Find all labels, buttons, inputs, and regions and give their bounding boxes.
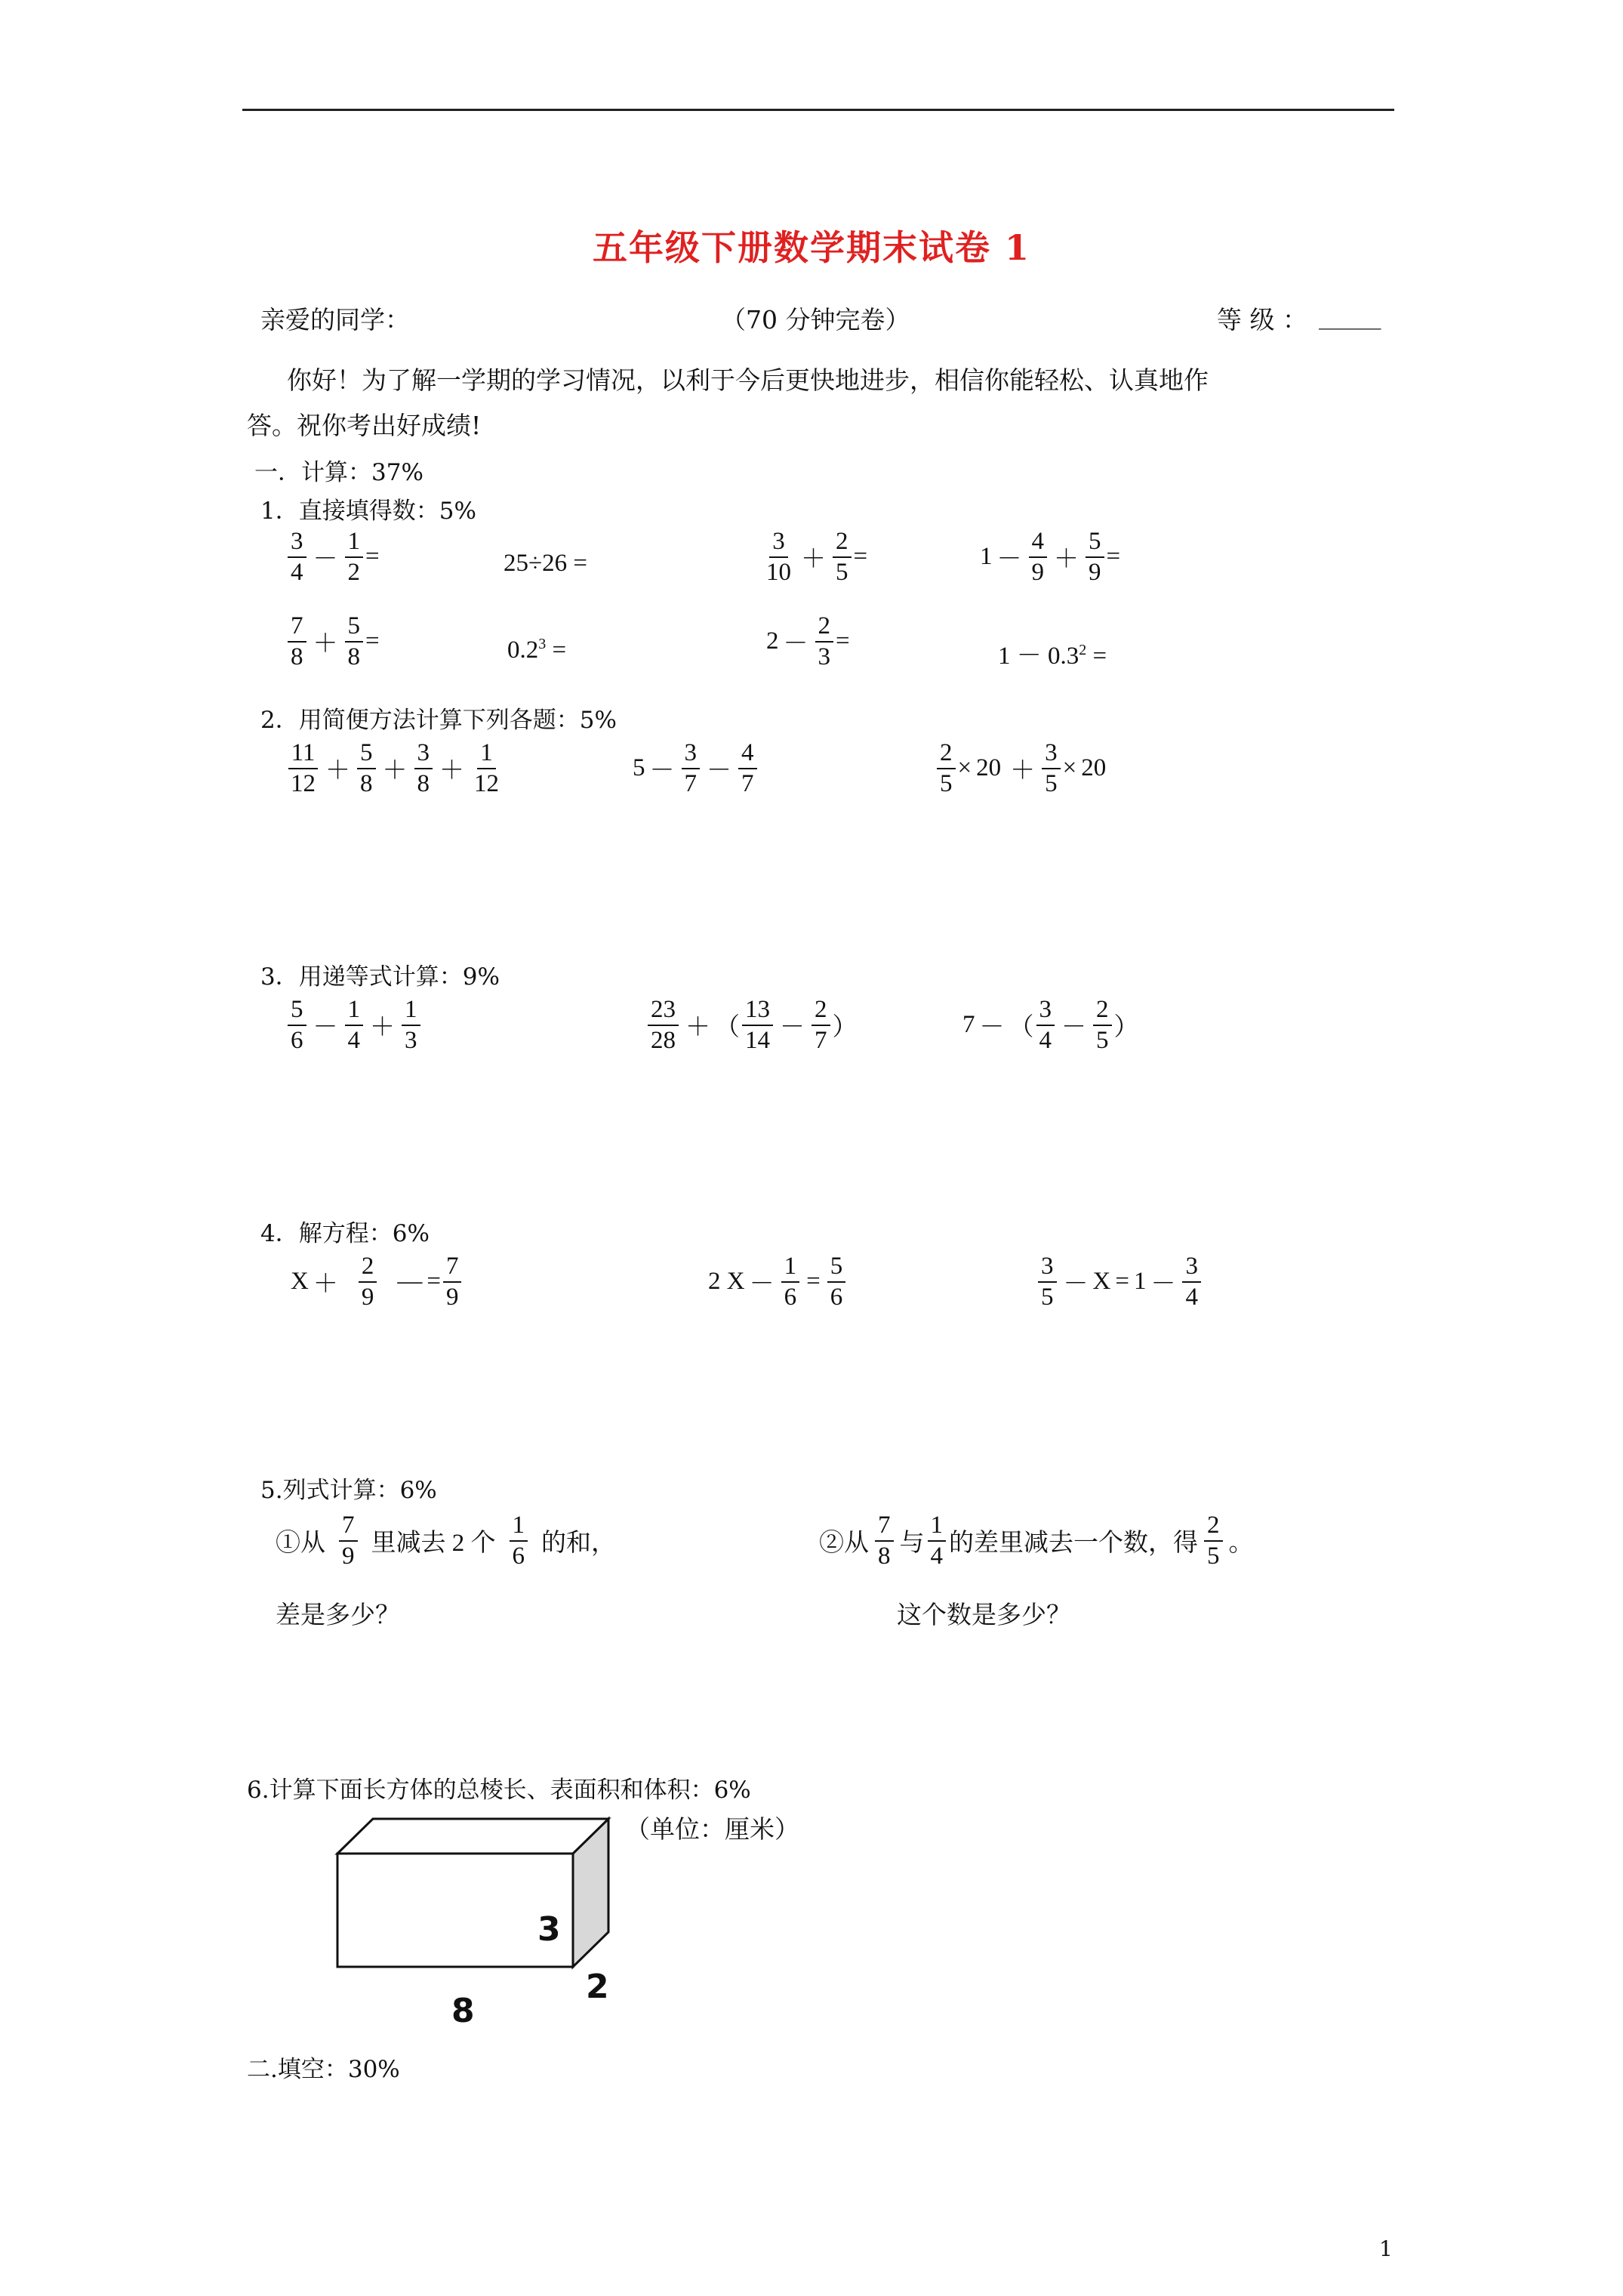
q1-expr-1: $\frac{3}{4}$ － $\frac{1}{2}$ = [285, 529, 380, 585]
q4-equation-1: X ＋ $\frac{2}{9}$ — = $\frac{7}{9}$ [291, 1253, 463, 1310]
q1-expr-7: 2 － $\frac{2}{3}$ = [766, 612, 850, 670]
q2-expr-1: $\frac{11}{12}$ ＋ $\frac{5}{8}$ ＋ $\frac{3}{8}$ ＋ $\frac{1}{12}$ [285, 740, 504, 797]
height-label: 3 [537, 1910, 561, 1949]
q1-heading: 1．直接填得数：5% [260, 498, 476, 525]
q1-expr-4: 1 － $\frac{4}{9}$ ＋ $\frac{5}{9}$ = [980, 528, 1121, 586]
q5-problem-2-question: 这个数是多少？ [897, 1600, 1071, 1629]
q1-expr-5: $\frac{7}{8}$ ＋ $\frac{5}{8}$ = [285, 613, 380, 670]
grade-label: 等 级 ： [1217, 305, 1307, 334]
header-rule [242, 109, 1394, 111]
q1-expr-3: $\frac{3}{10}$ ＋ $\frac{2}{5}$ = [766, 528, 868, 586]
q3-expr-1: $\frac{5}{6}$ － $\frac{1}{4}$ ＋ $\frac{1}{3}$ [285, 997, 423, 1053]
greeting: 亲爱的同学： [260, 305, 410, 334]
q1-expr-2: 25÷26 = [504, 550, 587, 577]
q5-problem-1: ①从 $\frac{7}{9}$ 里减去 2 个 $\frac{1}{6}$ 的和， [276, 1512, 616, 1570]
section1-heading: 一．计算：37% [254, 459, 423, 486]
q3-heading: 3．用递等式计算：9% [260, 963, 500, 991]
q3-expr-3: 7 － （ $\frac{3}{4}$ － $\frac{2}{5}$ ） [962, 996, 1139, 1054]
q6-heading: 6.计算下面长方体的总棱长、表面积和体积：6% [247, 1777, 751, 1804]
q5-problem-1-question: 差是多少？ [276, 1600, 400, 1629]
q3-expr-2: $\frac{23}{28}$ ＋ （ $\frac{13}{14}$ － $\frac{2}{7}$ ） [645, 997, 858, 1053]
q2-expr-3: $\frac{2}{5}$ × 20 ＋ $\frac{3}{5}$ × 20 [935, 740, 1110, 797]
q6-unit-note: （单位：厘米） [625, 1814, 799, 1844]
section2-heading: 二.填空：30% [247, 2056, 400, 2083]
q4-equation-3: $\frac{3}{5}$ － X = 1 － $\frac{3}{4}$ [1036, 1253, 1203, 1310]
time-limit: （70 分钟完卷） [721, 305, 910, 334]
q1-expr-8: $1 - 0.3^2$ = [998, 642, 1107, 670]
q2-expr-2: 5 － $\frac{3}{7}$ － $\frac{4}{7}$ [633, 740, 759, 797]
q4-equation-2: 2 X － $\frac{1}{6}$ = $\frac{5}{6}$ [708, 1253, 848, 1310]
q5-problem-2: ②从 $\frac{7}{8}$ 与 $\frac{1}{4}$ 的差里减去一个数，得 $\frac{2}{5}$ 。 [819, 1512, 1254, 1570]
intro-line-1: 你好！为了解一学期的学习情况，以利于今后更快地进步，相信你能轻松、认真地作 [287, 365, 1209, 395]
intro-line-2: 答。祝你考出好成绩! [247, 411, 482, 440]
page-title: 五年级下册数学期末试卷 1 [592, 227, 1031, 268]
length-label: 8 [451, 1992, 475, 2030]
q1-expr-6: $0.2^3$ = [507, 636, 567, 664]
q5-heading: 5.列式计算：6% [260, 1477, 437, 1504]
grade-blank: _____ [1319, 300, 1381, 330]
cuboid-top-face [337, 1819, 608, 1854]
cuboid-figure [332, 1808, 619, 1997]
page-number: 1 [1379, 2236, 1393, 2261]
width-label: 2 [586, 1968, 609, 2006]
q4-heading: 4．解方程：6% [260, 1220, 430, 1247]
q2-heading: 2．用简便方法计算下列各题：5% [260, 707, 617, 734]
